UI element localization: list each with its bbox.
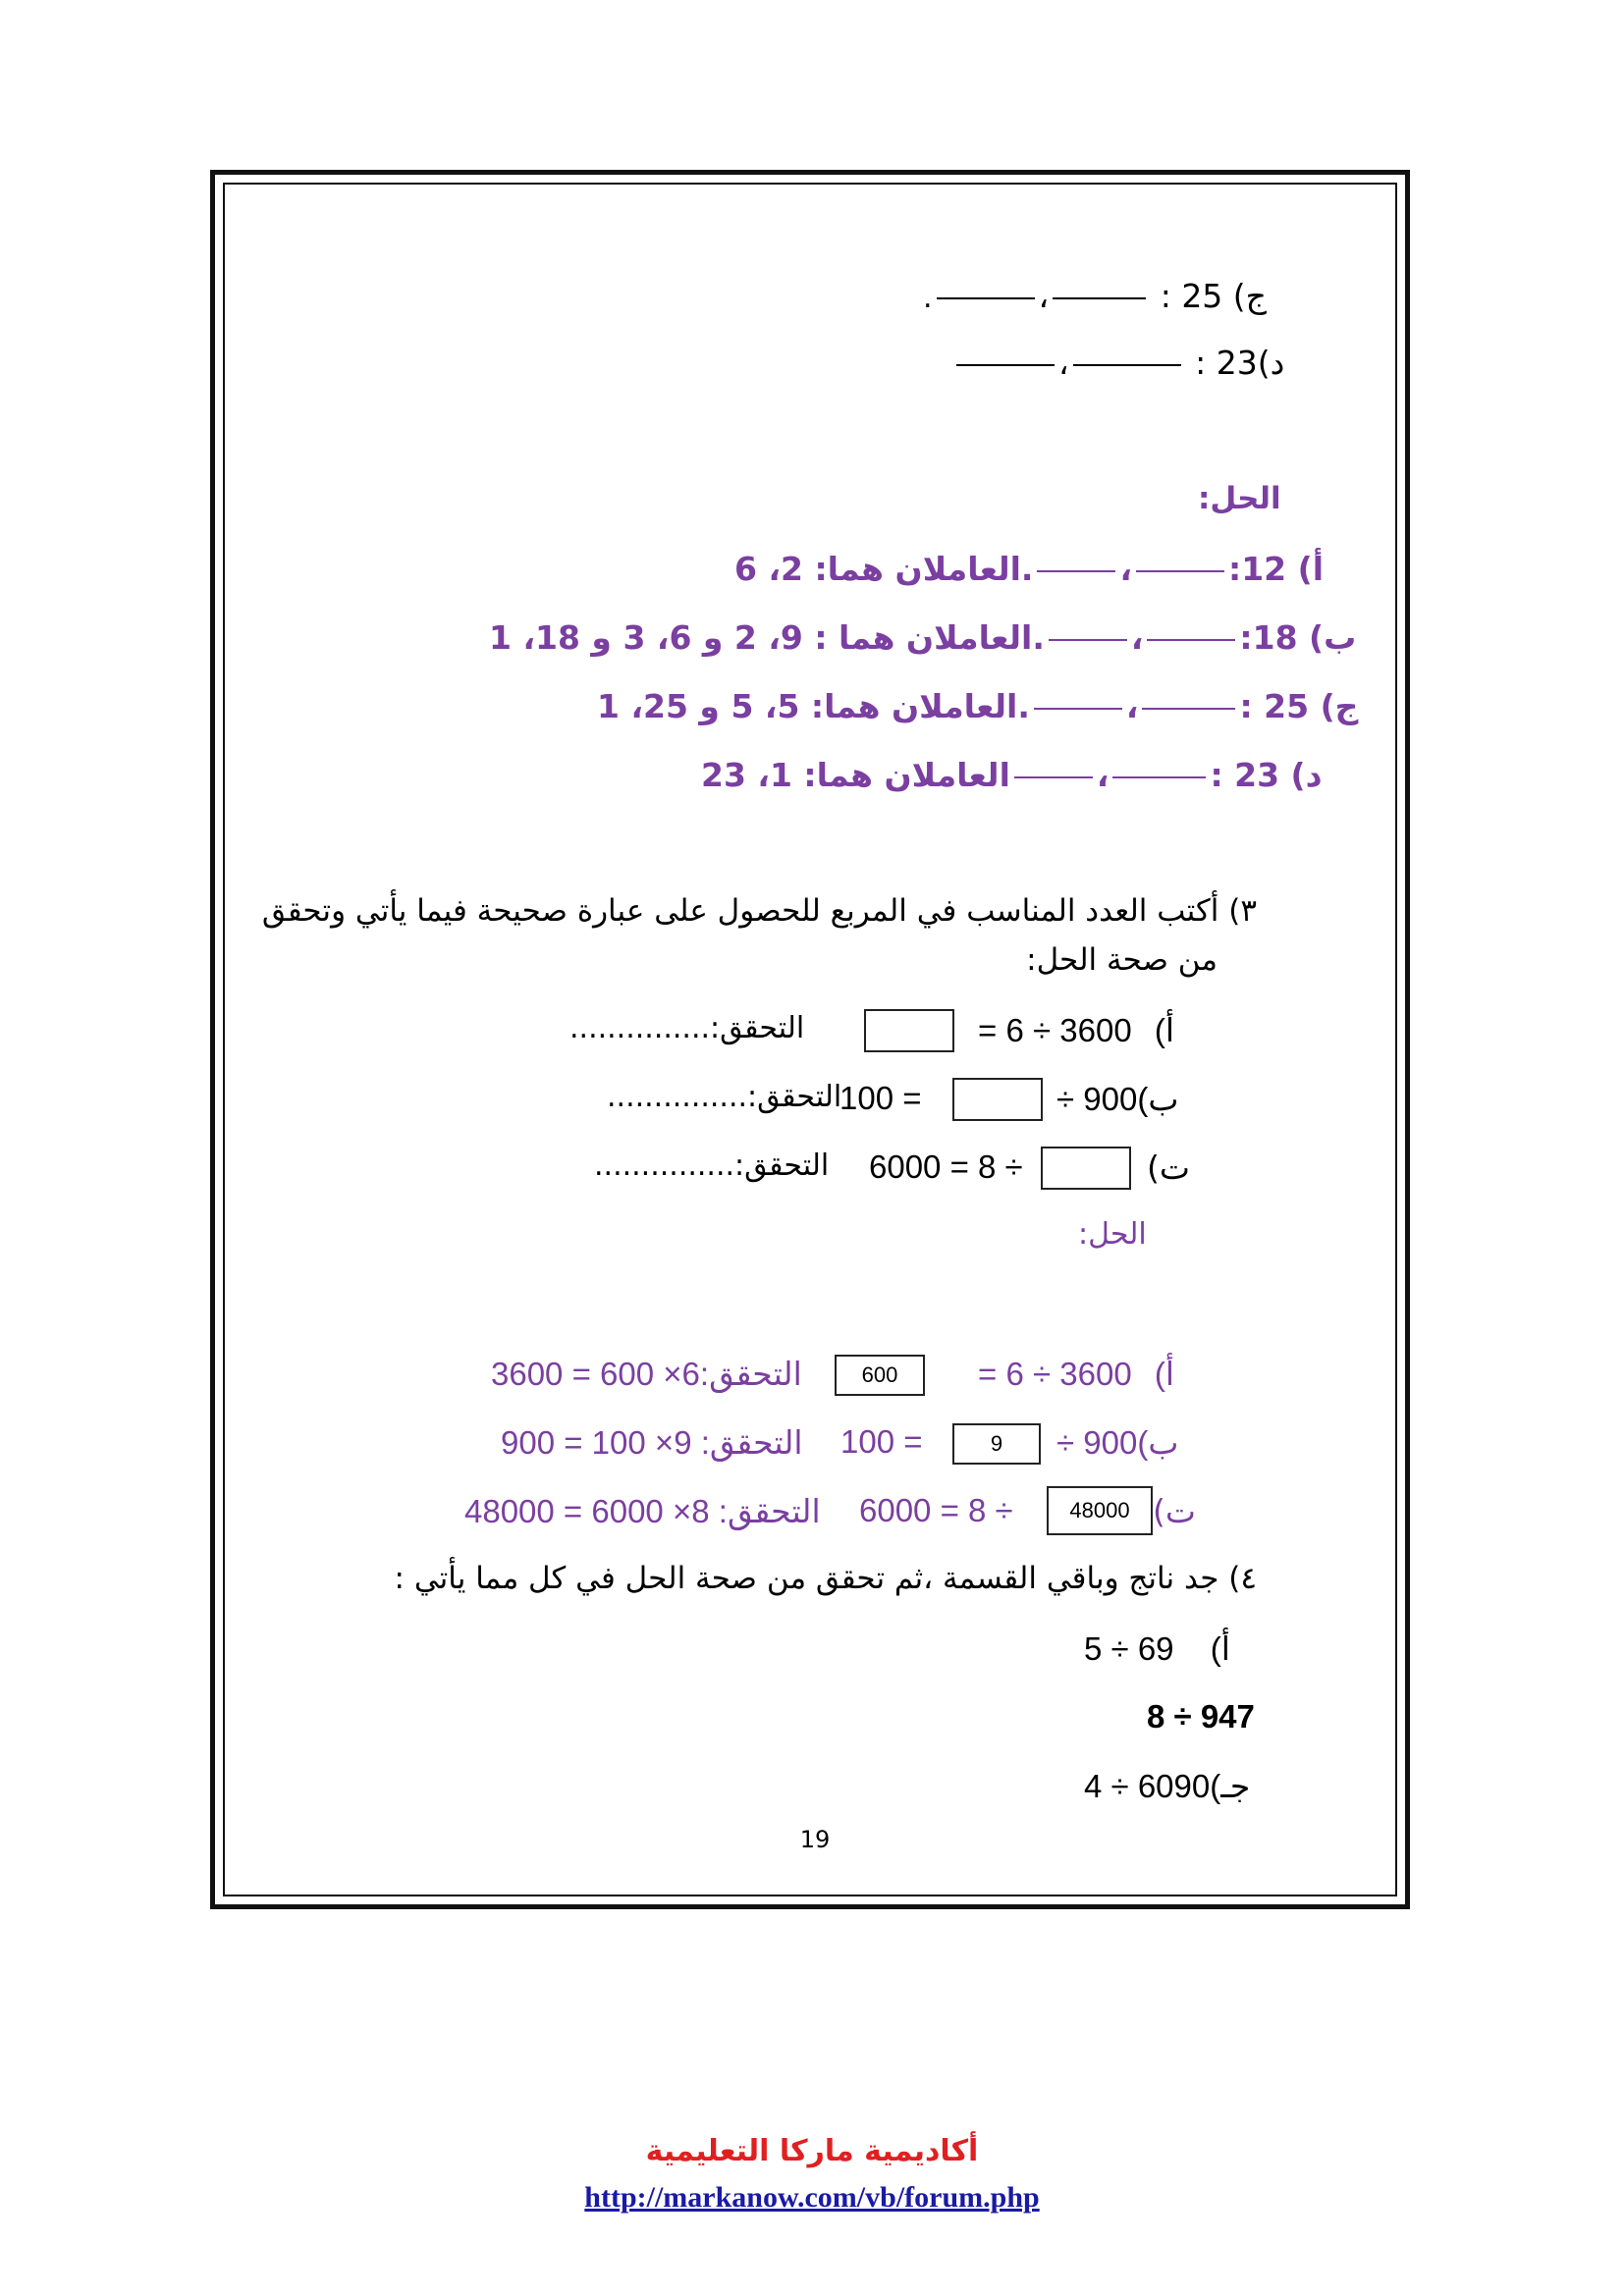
problem3-b-answer-box[interactable]: [952, 1078, 1043, 1121]
solution3-b-check: [501, 1423, 803, 1462]
problem4-c-label: جـ): [1210, 1768, 1251, 1804]
solution3-a-box: 600: [835, 1355, 925, 1396]
problem3-b-dots: ...............: [607, 1080, 748, 1114]
problem3-b-expr-text: 900 ÷: [1056, 1081, 1138, 1117]
solution3-b-label: ب): [1137, 1424, 1179, 1461]
problem3-t-expr: [869, 1148, 1023, 1186]
solution3-b-rhs: [840, 1423, 923, 1461]
problem3-t-check: [594, 1148, 829, 1183]
page-number: 19: [799, 1826, 831, 1853]
solution3-t-check: [464, 1492, 821, 1530]
solution2-a-answer: العاملان هما: 2، 6: [734, 550, 1021, 588]
solution2-c: العاملان هما: 5، 5 و 25، 1. ، ج) 25 :: [597, 687, 1359, 725]
problem3-b-rhs: [839, 1080, 922, 1117]
p2-item-c-text: ج) 25 :: [1160, 277, 1267, 315]
solution3-b-rhs-text: = 100: [840, 1423, 923, 1460]
problem3-a-expr-text: 3600 ÷ 6 =: [978, 1012, 1132, 1048]
solution3-t-check-text: التحقق: 8× 6000 = 48000: [464, 1493, 821, 1529]
problem3-a-answer-box[interactable]: [864, 1009, 954, 1052]
problem4-c: [1084, 1767, 1250, 1805]
problem3-b-check-label: التحقق:: [747, 1080, 842, 1114]
problem4-b: [1147, 1698, 1255, 1735]
problem3-a-expr: [978, 1011, 1174, 1049]
problem3-a-dots: ...............: [569, 1011, 711, 1045]
solution3-b-box: 9: [952, 1423, 1041, 1465]
problem3-title-line2: من صحة الحل:: [1026, 942, 1218, 978]
problem3-title-line1: ٣) أكتب العدد المناسب في المربع للحصول على عبارة صحيحة فيما يأتي وتحقق: [261, 893, 1257, 929]
problem3-a-check-label: التحقق:: [710, 1011, 805, 1045]
problem4-title: ٤) جد ناتج وباقي القسمة ،ثم تحقق من صحة الحل في كل مما يأتي :: [394, 1561, 1257, 1596]
p2-item-d-text: د)23 :: [1195, 344, 1285, 382]
problem3-b-expr: [1056, 1080, 1178, 1118]
solution3-a-check-text: التحقق:6× 600 = 3600: [491, 1356, 802, 1392]
problem4-a-label: أ): [1210, 1630, 1230, 1667]
problem3-t-dots: ...............: [594, 1148, 735, 1183]
solution-label: الحل:: [1198, 481, 1281, 516]
problem3-a-label: أ): [1154, 1012, 1175, 1048]
problem3-t-answer-box[interactable]: [1041, 1147, 1131, 1190]
problem3-b-rhs-text: = 100: [839, 1080, 922, 1116]
p2-item-d: ، د)23 :: [952, 344, 1284, 382]
solution3-t-expr: [859, 1492, 1013, 1529]
problem3-t-expr-text: ÷ 8 = 6000: [869, 1148, 1023, 1185]
solution2-c-label: ج) 25 :: [1239, 687, 1359, 725]
problem3-a-check: [569, 1011, 804, 1045]
solution2-b-label: ب) 18:: [1239, 618, 1357, 657]
solution3-a-label: أ): [1154, 1356, 1175, 1392]
problem4-b-expr: 947 ÷ 8: [1147, 1698, 1255, 1735]
solution2-a-label: أ) 12:: [1228, 550, 1325, 588]
solution3-b-expr-text: 900 ÷: [1056, 1424, 1138, 1461]
solution3-b-check-text: التحقق: 9× 100 = 900: [501, 1424, 803, 1461]
problem3-b-check: [607, 1080, 841, 1114]
problem3-b-label: ب): [1137, 1081, 1179, 1117]
footer-title: أكاديمية ماركا التعليمية: [645, 2134, 979, 2168]
solution2-d: العاملان هما: 1، 23 ، د) 23 :: [701, 756, 1323, 794]
problem4-c-expr: 6090 ÷ 4: [1084, 1768, 1211, 1804]
solution2-b-answer: العاملان هما : 9، 2 و 6، 3 و 18، 1: [489, 618, 1033, 657]
problem4-a: [1084, 1629, 1230, 1668]
solution3-a-expr-text: 3600 ÷ 6 =: [978, 1356, 1132, 1392]
solution2-d-answer: العاملان هما: 1، 23: [701, 756, 1010, 794]
solution3-t-label: ت): [1153, 1492, 1196, 1530]
problem3-solution-label: الحل:: [1078, 1217, 1147, 1252]
problem3-t-check-label: التحقق:: [734, 1148, 830, 1183]
p2-item-c: . ، ج) 25 :: [923, 277, 1267, 315]
problem4-a-expr: 69 ÷ 5: [1084, 1630, 1174, 1667]
footer-link[interactable]: http://markanow.com/vb/forum.php: [584, 2181, 1040, 2214]
solution3-a-expr: [978, 1355, 1174, 1393]
solution2-b: العاملان هما : 9، 2 و 6، 3 و 18، 1. ، ب) 18:: [489, 618, 1357, 657]
solution2-c-answer: العاملان هما: 5، 5 و 25، 1: [597, 687, 1018, 725]
solution3-b-expr: [1056, 1423, 1178, 1462]
solution3-a-check: [491, 1355, 802, 1393]
problem3-t-label: ت): [1147, 1148, 1190, 1187]
solution2-d-label: د) 23 :: [1210, 756, 1323, 794]
solution3-t-expr-text: ÷ 8 = 6000: [859, 1492, 1013, 1528]
solution3-t-box: 48000: [1047, 1486, 1153, 1535]
solution2-a: العاملان هما: 2، 6. ، أ) 12:: [734, 550, 1325, 588]
